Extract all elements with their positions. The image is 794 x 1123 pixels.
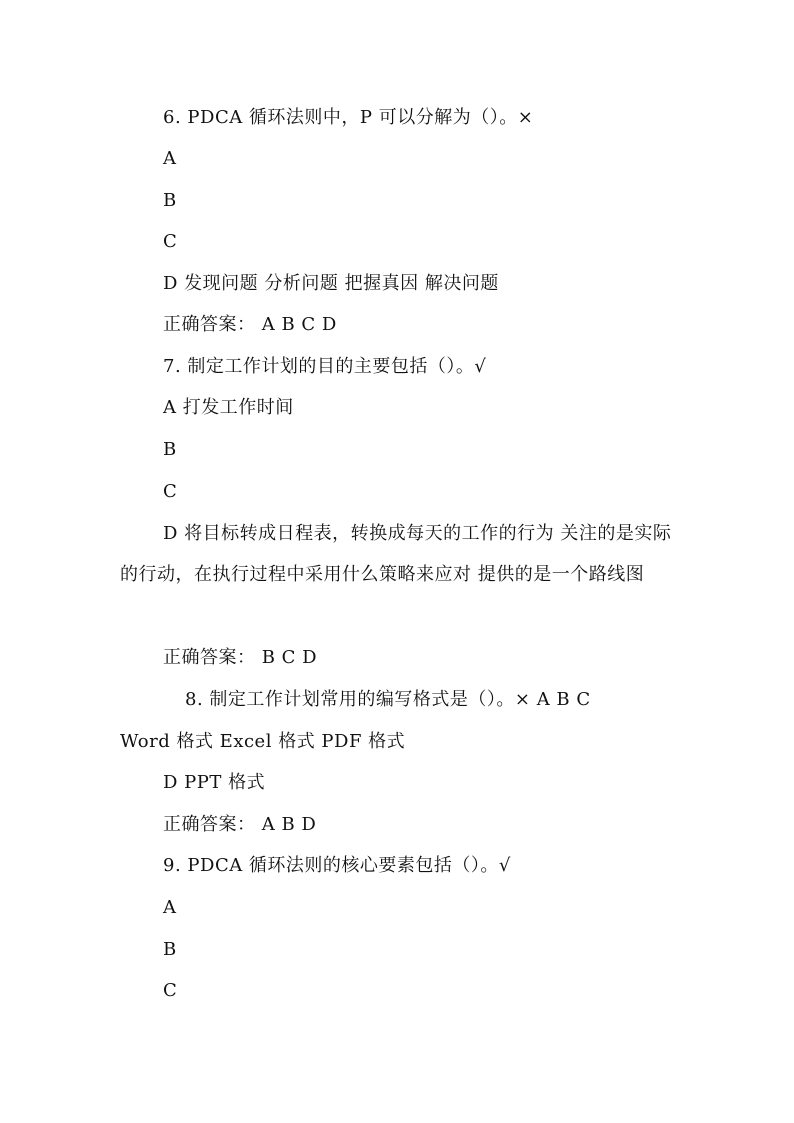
question-8-option-d: D PPT 格式 [163,772,266,793]
question-7-option-b: B [163,439,177,460]
question-7-option-c: C [163,481,178,502]
question-7-option-a: A 打发工作时间 [163,397,294,418]
question-7-stem: 7. 制定工作计划的目的主要包括（）。√ [163,356,487,377]
question-6-stem: 6. PDCA 循环法则中，P 可以分解为（）。× [163,107,534,128]
question-6-option-c: C [163,231,178,252]
question-6-answer: 正确答案： A B C D [163,314,337,335]
question-6-option-b: B [163,190,177,211]
question-9-option-a: A [163,897,177,918]
question-9-option-c: C [163,980,178,1001]
question-7-answer: 正确答案： B C D [163,647,318,668]
question-8-stem-line2: Word 格式 Excel 格式 PDF 格式 [120,731,406,752]
question-7-option-d: D 将目标转成日程表，转换成每天的工作的行为 关注的是实际的行动，在执行过程中采用什么策略来应对 提供的是一个路线图 [120,523,672,585]
question-8-answer: 正确答案： A B D [163,814,317,835]
question-8-stem-line1: 8. 制定工作计划常用的编写格式是（）。× A B C [185,689,591,710]
question-9-option-b: B [163,939,177,960]
question-6-option-a: A [163,148,177,169]
question-6-option-d: D 发现问题 分析问题 把握真因 解决问题 [163,273,499,294]
question-9-stem: 9. PDCA 循环法则的核心要素包括（）。√ [163,855,511,876]
